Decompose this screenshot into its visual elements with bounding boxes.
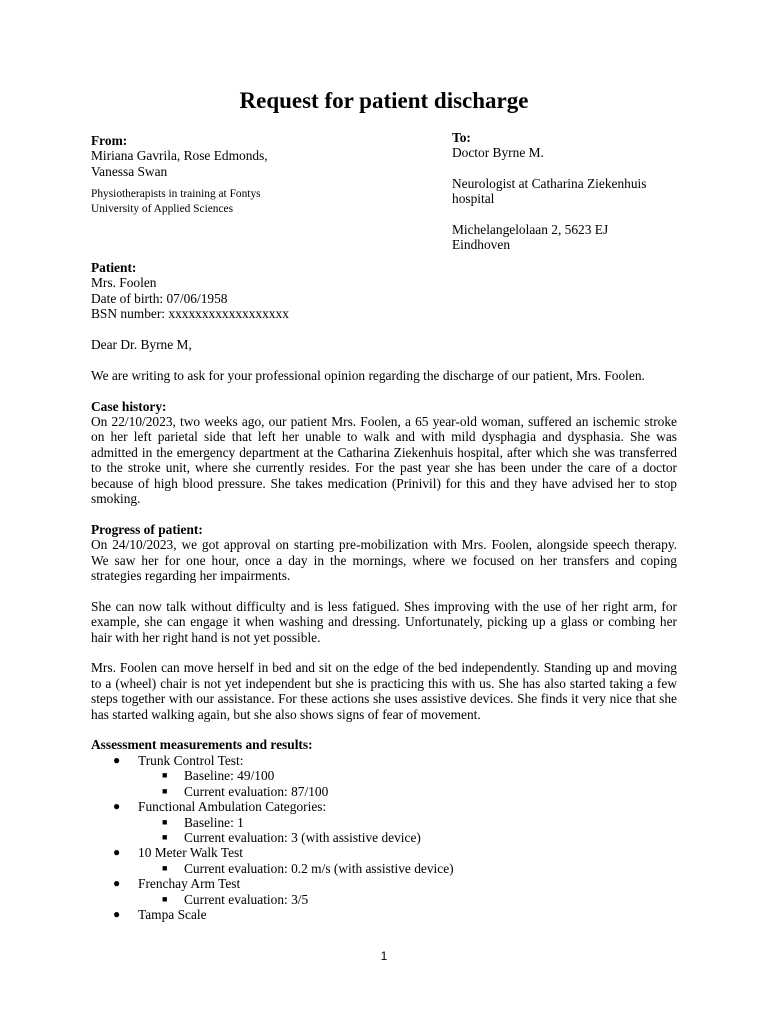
patient-label: Patient: (91, 260, 137, 275)
assessment-heading: Assessment measurements and results: (91, 737, 313, 753)
assessment-item: ● Frenchay Arm Test ■ Current evaluation: 3/5 (91, 876, 677, 907)
recipient-block (452, 130, 692, 252)
assessment-subitem: ■ Current evaluation: 87/100 (162, 783, 329, 799)
square-bullet-icon: ■ (162, 770, 168, 781)
square-bullet-icon: ■ (162, 893, 168, 904)
assessment-subitem: ■ Baseline: 1 (162, 814, 244, 830)
letter-body (91, 337, 677, 922)
from-label: From: (91, 133, 128, 148)
document-title: Request for patient discharge (239, 88, 529, 113)
assessment-subitem: ■ Current evaluation: 0.2 m/s (with assistive device) (162, 860, 454, 876)
sender-names-line1: Miriana Gavrila, Rose Edmonds, (91, 148, 268, 164)
square-bullet-icon: ■ (162, 816, 168, 827)
progress-paragraph-2: She can now talk without difficulty and is less fatigued. Shes improving with the use of her right arm, for example, she can engage it when washing and dressing. Unfortunately, picking up a glass or combing her hair with her right hand is not yet possible. (91, 598, 677, 645)
square-bullet-icon: ■ (162, 831, 168, 842)
progress-heading: Progress of patient: (91, 521, 203, 537)
recipient-role-line2: hospital (452, 191, 495, 207)
patient-block (91, 260, 681, 322)
assessment-sublist (138, 815, 677, 846)
assessment-list (91, 753, 677, 922)
patient-name: Mrs. Foolen (91, 275, 157, 291)
assessment-item: ● Tampa Scale (113, 906, 207, 922)
intro-paragraph: We are writing to ask for your professional opinion regarding the discharge of our patient, Mrs. Foolen. (91, 367, 645, 383)
recipient-address-line1: Michelangelolaan 2, 5623 EJ (452, 221, 609, 237)
to-label: To: (452, 130, 471, 145)
assessment-subitem: ■ Current evaluation: 3 (with assistive device) (162, 829, 421, 845)
assessment-item: ● Trunk Control Test: ■ Baseline: 49/100 ■ Current evaluation: 87/100 (91, 753, 677, 799)
bullet-icon: ● (113, 752, 121, 767)
case-history-heading: Case history: (91, 398, 167, 414)
assessment-subitem: ■ Current evaluation: 3/5 (162, 891, 309, 907)
assessment-sublist (138, 861, 677, 876)
sender-block (91, 133, 411, 216)
recipient-role-line1: Neurologist at Catharina Ziekenhuis (452, 175, 647, 191)
bullet-icon: ● (113, 799, 121, 814)
square-bullet-icon: ■ (162, 785, 168, 796)
recipient-name: Doctor Byrne M. (452, 145, 544, 161)
progress-paragraph-1: On 24/10/2023, we got approval on starting pre-mobilization with Mrs. Foolen, alongside speech therapy. We saw her for one hour, once a day in the mornings, where we focused on her transfers and coping strategies regarding her impairments. (91, 537, 677, 584)
bullet-icon: ● (113, 906, 121, 921)
sender-affiliation-line1: Physiotherapists in training at Fontys (91, 188, 261, 201)
assessment-item: ● 10 Meter Walk Test ■ Current evaluation: 0.2 m/s (with assistive device) (91, 845, 677, 876)
assessment-subitem: ■ Baseline: 49/100 (162, 768, 275, 784)
bullet-icon: ● (113, 876, 121, 891)
sender-names-line2: Vanessa Swan (91, 163, 168, 179)
page-number: 1 (380, 949, 388, 963)
assessment-sublist (138, 768, 677, 799)
bullet-icon: ● (113, 845, 121, 860)
patient-bsn: BSN number: xxxxxxxxxxxxxxxxxx (91, 306, 289, 322)
sender-affiliation-line2: University of Applied Sciences (91, 202, 234, 215)
recipient-address-line2: Eindhoven (452, 237, 511, 253)
assessment-item: ● Functional Ambulation Categories: ■ Baseline: 1 ■ Current evaluation: 3 (with assistive device) (91, 799, 677, 845)
case-history-paragraph: On 22/10/2023, two weeks ago, our patient Mrs. Foolen, a 65 year-old woman, suffered an ischemic stroke on her left parietal side that left her unable to walk and with mild dysphagia and dysphasia. She was admitted in the emergency department at the Catharina Ziekenhuis hospital, after which she was transferred to the stroke unit, where she currently resides. For the past year she has been under the care of a doctor because of high blood pressure. She takes medication (Prinivil) for this and they have advised her to stop smoking. (91, 414, 677, 507)
salutation: Dear Dr. Byrne M, (91, 337, 192, 352)
patient-dob: Date of birth: 07/06/1958 (91, 290, 228, 306)
square-bullet-icon: ■ (162, 862, 168, 873)
progress-paragraph-3: Mrs. Foolen can move herself in bed and sit on the edge of the bed independently. Standing up and moving to a (wheel) chair is not yet independent but she is practicing this with us. She has also started taking a few steps together with our assistance. For these actions she uses assistive devices. She finds it very nice that she has started walking again, but she also shows signs of fear of movement. (91, 660, 677, 722)
assessment-sublist (138, 892, 677, 907)
